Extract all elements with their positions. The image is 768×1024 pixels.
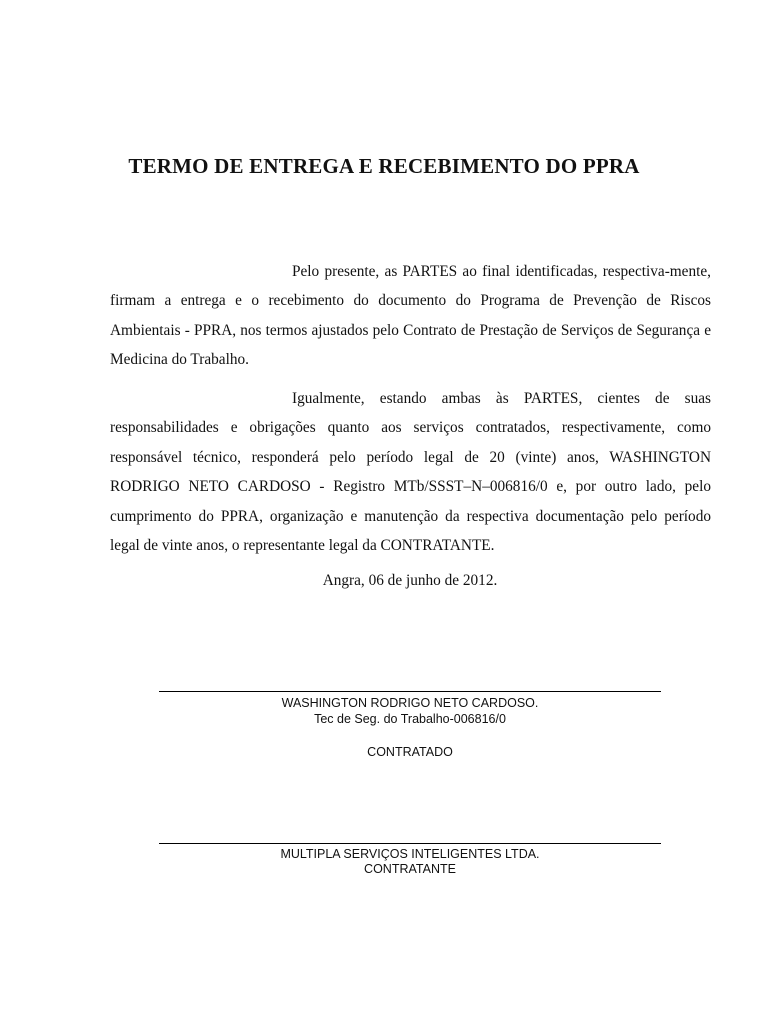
contratado-credential: Tec de Seg. do Trabalho-006816/0 bbox=[314, 712, 506, 726]
contratado-name: WASHINGTON RODRIGO NETO CARDOSO. bbox=[281, 696, 539, 710]
place-date: Angra, 06 de junho de 2012. bbox=[322, 572, 498, 589]
paragraph-delivery: Pelo presente, as PARTES ao final identificadas, respectiva-mente, firmam a entrega e o recebimento do documento do Programa de Prevenção de Riscos Ambientais - PPRA, nos termos ajustados pelo Contrato de Prestação de Serviços de Segurança e Medicina do Trabalho. bbox=[110, 263, 711, 369]
contratante-name: MULTIPLA SERVIÇOS INTELIGENTES LTDA. bbox=[280, 847, 540, 861]
signature-line-contratante bbox=[159, 843, 661, 844]
document-title: TERMO DE ENTREGA E RECEBIMENTO DO PPRA bbox=[128, 154, 640, 178]
paragraph-responsibility: Igualmente, estando ambas às PARTES, cientes de suas responsabilidades e obrigações quanto aos serviços contratados, respectivamente, como responsável técnico, responderá pelo período legal de 20 (vinte) anos, WASHINGTON RODRIGO NETO CARDOSO - Registro MTb/SSST–N–006816/0 e, por outro lado, pelo cumprimento do PPRA, organização e manutenção da respectiva documentação pelo período legal de vinte anos, o representante legal da CONTRATANTE. bbox=[110, 390, 711, 555]
contratado-role: CONTRATADO bbox=[367, 745, 453, 759]
contratante-role: CONTRATANTE bbox=[364, 862, 456, 876]
signature-line-contratado bbox=[159, 691, 661, 692]
